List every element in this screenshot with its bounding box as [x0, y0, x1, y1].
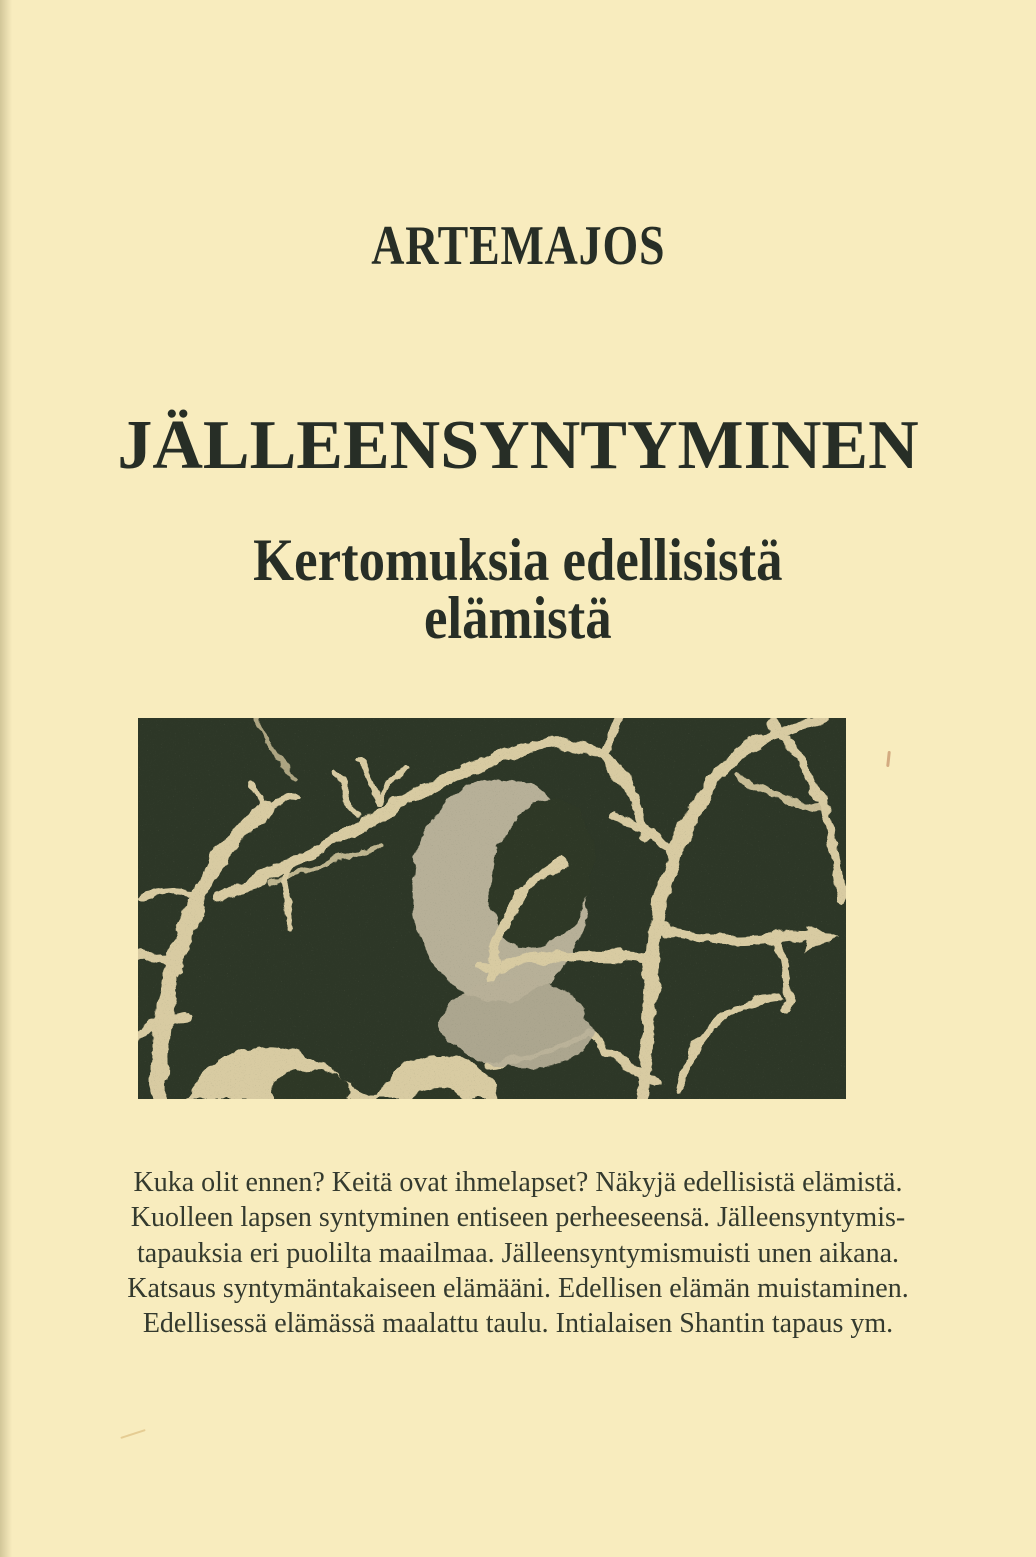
book-title: JÄLLEENSYNTYMINEN: [117, 407, 919, 484]
subtitle-line: elämistä: [424, 585, 612, 651]
blurb-line: tapauksia eri puolilta maailmaa. Jälleensyntymismuisti unen aikana.: [136, 1237, 899, 1269]
blurb: [0, 1165, 1036, 1341]
blurb-line: Kuka olit ennen? Keitä ovat ihmelapset? Näkyjä edellisistä elämistä.: [133, 1167, 903, 1198]
cover-artwork: [138, 718, 846, 1099]
blurb-line: Katsaus syntymäntakaiseen elämääni. Edellisen elämän muistaminen.: [127, 1272, 909, 1304]
book-subtitle: [0, 527, 1036, 651]
author-name: [0, 215, 1036, 277]
scan-artifact-red: [886, 751, 891, 767]
scan-artifact-scratch: [120, 1429, 145, 1439]
author-name-text: ARTEMAJOS: [370, 215, 666, 277]
grain-light-overlay: [138, 718, 846, 1099]
blurb-line: Edellisessä elämässä maalattu taulu. Intialaisen Shantin tapaus ym.: [142, 1308, 894, 1340]
book-subtitle-text: [253, 527, 783, 651]
subtitle-line: Kertomuksia edellisistä: [253, 527, 783, 593]
blurb-line: Kuolleen lapsen syntyminen entiseen perheeseensä. Jälleensyntymis-: [130, 1202, 906, 1234]
cover-artwork-svg: [138, 718, 846, 1099]
